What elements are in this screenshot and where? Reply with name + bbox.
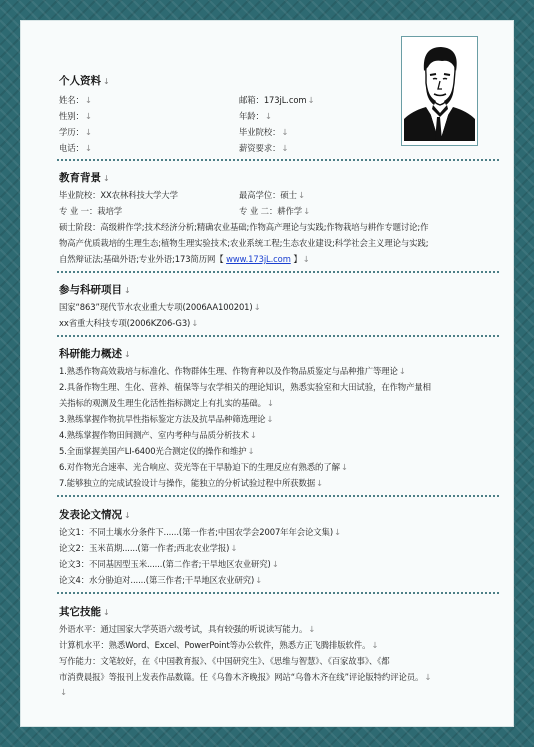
school-line xyxy=(59,189,178,201)
major1-line xyxy=(59,205,122,217)
phone-label: 电话：↓ xyxy=(59,143,92,153)
resume-page xyxy=(21,21,513,726)
skill-item xyxy=(59,655,390,667)
research-item-text: 关指标的观测及生理生化活性指标测定上有扎实的基础。 xyxy=(59,398,266,408)
master-courses-line3: 自然辩证法;基础外语;专业外语;173简历网【 www.173jL.com 】↓ xyxy=(59,254,310,264)
age-label: 年龄：↓ xyxy=(239,111,272,121)
skills-title-text: 其它技能 xyxy=(59,606,101,618)
section-divider xyxy=(57,159,499,161)
skill-item: 计算机水平：熟悉Word、Excel、PowerPoint等办公软件，熟悉方正飞腾排版软件。↓ xyxy=(59,640,379,650)
research-item-text: 1.熟悉作物高效栽培与标准化、作物群体生理、作物育种以及作物品质鉴定与品种推广等理论 xyxy=(59,366,398,376)
project-item-text: xx省重大科技专项(2006KZ06-G3) xyxy=(59,318,191,328)
school-label-text: 毕业院校： xyxy=(239,127,281,137)
research-item-text: 5.全面掌握美国产LI-6400光合测定仪的操作和维护 xyxy=(59,446,247,456)
skill-item-text: 写作能力：文笔较好，在《中国教育报》、《中国研究生》、《思维与智慧》、《百家故事》、《都 xyxy=(59,656,390,666)
gender-label: 性别：↓ xyxy=(59,111,92,121)
research-title-text: 科研能力概述 xyxy=(59,348,122,360)
paper-item: 论文3：不同基因型玉米......(第二作者;干旱地区农业研究)↓ xyxy=(59,559,279,569)
phone-label-text: 电话： xyxy=(59,143,84,153)
projects-title-text: 参与科研项目 xyxy=(59,284,122,296)
section-divider xyxy=(57,271,499,273)
school-label: 毕业院校：↓ xyxy=(239,127,289,137)
research-section-title: 科研能力概述 ↓ xyxy=(59,348,131,360)
gender-label-text: 性别： xyxy=(59,111,84,121)
personal-section-title: 个人资料 ↓ xyxy=(59,75,110,87)
project-item: xx省重大科技专项(2006KZ06-G3)↓ xyxy=(59,318,199,328)
skill-item-text: 外语水平：通过国家大学英语六级考试，具有较强的听说读写能力。 xyxy=(59,624,308,634)
salary-label: 薪资要求：↓ xyxy=(239,143,289,153)
research-item-text: 2.具备作物生理、生化、营养、植保等与农学相关的理论知识，熟悉实验室和大田试验，在作物产量相 xyxy=(59,382,431,392)
degree-line: 最高学位：硕士↓ xyxy=(239,190,305,200)
projects-section-title: 参与科研项目 ↓ xyxy=(59,284,131,296)
research-item: 1.熟悉作物高效栽培与标准化、作物群体生理、作物育种以及作物品质鉴定与品种推广等理论↓ xyxy=(59,366,406,376)
papers-title-text: 发表论文情况 xyxy=(59,509,122,521)
major2-line: 专 业 二：耕作学↓ xyxy=(239,206,310,216)
major2-line-text: 专 业 二：耕作学 xyxy=(239,206,303,216)
skills-section-title: 其它技能 ↓ xyxy=(59,606,110,618)
research-item-text: 3.熟练掌握作物抗旱性指标鉴定方法及抗旱品种筛选理论 xyxy=(59,414,266,424)
master-line2-text: 物高产优质栽培的生理生态;植物生理实验技术;农业系统工程;生态农业建设;科学社会主义理论与实践; xyxy=(59,238,429,248)
profile-photo xyxy=(401,36,478,146)
section-divider xyxy=(57,495,499,497)
skill-item: 市消费晨报》等报刊上发表作品数篇。任《乌鲁木齐晚报》网站“乌鲁木齐在线”评论版特约评论员。↓ xyxy=(59,672,432,682)
major1-line-text: 专 业 一：栽培学 xyxy=(59,206,123,216)
skill-item-text: 计算机水平：熟悉Word、Excel、PowerPoint等办公软件，熟悉方正飞腾排版软件。 xyxy=(59,640,371,650)
research-item: 4.熟练掌握作物田间测产、室内考种与品质分析技术↓ xyxy=(59,430,257,440)
research-item: 7.能够独立的完成试验设计与操作，能独立的分析试验过程中所获数据↓ xyxy=(59,478,323,488)
papers-section-title: 发表论文情况 ↓ xyxy=(59,509,131,521)
website-link[interactable]: www.173jL.com xyxy=(226,254,291,264)
master-courses-line2 xyxy=(59,237,428,249)
email-value: 173jL.com xyxy=(263,95,307,105)
paper-item-text: 论文4：水分胁迫对......(第三作者;干旱地区农业研究) xyxy=(59,575,255,585)
paper-item: 论文2：玉米苗期......(第一作者;西北农业学报)↓ xyxy=(59,543,238,553)
portrait-icon xyxy=(404,41,475,141)
education-section-title: 教育背景 ↓ xyxy=(59,172,110,184)
research-item-text: 6.对作物光合速率、光合响应、荧光等在干旱胁迫下的生理反应有熟悉的了解 xyxy=(59,462,340,472)
school-line-text: 毕业院校：XX农林科技大学大学 xyxy=(59,190,178,200)
research-item-text: 4.熟练掌握作物田间测产、室内考种与品质分析技术 xyxy=(59,430,249,440)
paper-item: 论文4：水分胁迫对......(第三作者;干旱地区农业研究)↓ xyxy=(59,575,263,585)
research-item xyxy=(59,381,431,393)
education-title-text: 教育背景 xyxy=(59,172,101,184)
edu-label-text: 学历： xyxy=(59,127,84,137)
name-label: 姓名：↓ xyxy=(59,95,92,105)
project-item-text: 国家“863”现代节水农业重大专项(2006AA100201) xyxy=(59,302,253,312)
paper-item-text: 论文3：不同基因型玉米......(第二作者;干旱地区农业研究) xyxy=(59,559,271,569)
salary-label-text: 薪资要求： xyxy=(239,143,281,153)
email-row: 邮箱：173jL.com↓ xyxy=(239,95,315,105)
paper-item-text: 论文1：不同土壤水分条件下......(第一作者;中国农学会2007年年会论文集) xyxy=(59,527,333,537)
paper-item-text: 论文2：玉米苗期......(第一作者;西北农业学报) xyxy=(59,543,230,553)
research-item: 3.熟练掌握作物抗旱性指标鉴定方法及抗旱品种筛选理论↓ xyxy=(59,414,274,424)
master-line1-text: 硕士阶段：高级耕作学;技术经济分析;精确农业基础;作物高产理论与实践;作物栽培与耕作专题讨论;作 xyxy=(59,222,429,232)
end-marker: ↓ xyxy=(60,687,67,697)
age-label-text: 年龄： xyxy=(239,111,264,121)
master-courses-line1 xyxy=(59,221,428,233)
email-label-text: 邮箱： xyxy=(239,95,264,105)
skill-item: 外语水平：通过国家大学英语六级考试，具有较强的听说读写能力。↓ xyxy=(59,624,316,634)
research-item: 关指标的观测及生理生化活性指标测定上有扎实的基础。↓ xyxy=(59,398,274,408)
edu-label: 学历：↓ xyxy=(59,127,92,137)
master-line3-end: 】 xyxy=(293,254,302,264)
research-item-text: 7.能够独立的完成试验设计与操作，能独立的分析试验过程中所获数据 xyxy=(59,478,316,488)
research-item: 5.全面掌握美国产LI-6400光合测定仪的操作和维护↓ xyxy=(59,446,255,456)
project-item: 国家“863”现代节水农业重大专项(2006AA100201)↓ xyxy=(59,302,261,312)
skill-item-text: 市消费晨报》等报刊上发表作品数篇。任《乌鲁木齐晚报》网站“乌鲁木齐在线”评论版特约评论员。 xyxy=(59,672,424,682)
section-divider xyxy=(57,335,499,337)
section-divider xyxy=(57,592,499,594)
research-item: 6.对作物光合速率、光合响应、荧光等在干旱胁迫下的生理反应有熟悉的了解↓ xyxy=(59,462,348,472)
degree-line-text: 最高学位：硕士 xyxy=(239,190,297,200)
paper-item: 论文1：不同土壤水分条件下......(第一作者;中国农学会2007年年会论文集)↓ xyxy=(59,527,341,537)
name-label-text: 姓名： xyxy=(59,95,84,105)
personal-title-text: 个人资料 xyxy=(59,75,101,87)
master-line3-text: 自然辩证法;基础外语;专业外语;173简历网【 xyxy=(59,254,224,264)
